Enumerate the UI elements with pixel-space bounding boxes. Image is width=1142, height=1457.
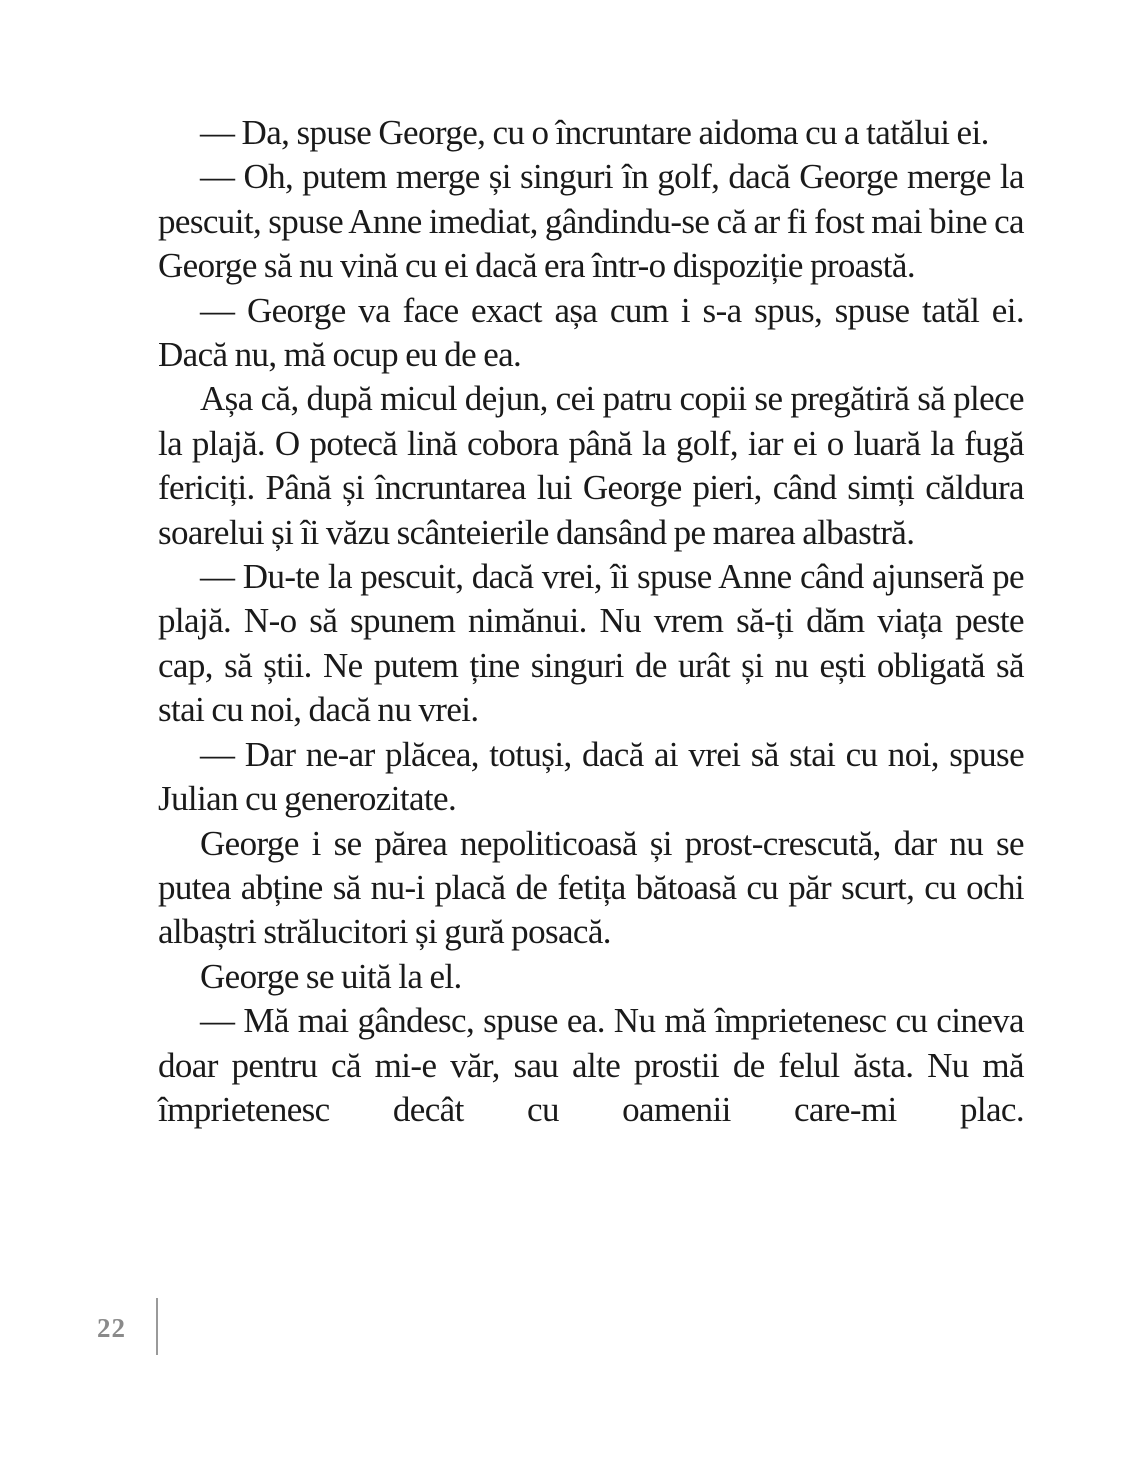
paragraph-2: — Oh, putem merge și singuri în golf, dacă George merge la pescuit, spuse Anne imediat, gândindu-se că ar fi fost mai bine ca George să nu vină cu ei dacă era într-o dispoziție proastă. bbox=[158, 157, 1024, 286]
paragraph-6: — Dar ne-ar plăcea, totuși, dacă ai vrei să stai cu noi, spuse Julian cu generozitate. bbox=[158, 734, 1024, 819]
paragraph-7: George i se părea nepoliticoasă și prost-crescută, dar nu se putea abține să nu-i placă de fetița bătoasă cu păr scurt, cu ochi albaștri strălucitori și gură posacă. bbox=[158, 823, 1024, 952]
paragraph-9: — Mă mai gândesc, spuse ea. Nu mă împrietenesc cu cineva doar pentru că mi-e văr, sau alte prostii de felul ăsta. Nu mă împrietenesc decât cu oamenii care-mi plac. bbox=[158, 1001, 1024, 1129]
paragraph-4: Așa că, după micul dejun, cei patru copii se pregătiră să plece la plajă. O potecă lină cobora până la golf, iar ei o luară la fugă fericiți. Până și încruntarea lui George pieri, când simți căldura soarelui și îi văzu scânteierile dansând pe marea albastră. bbox=[158, 379, 1024, 552]
body-text bbox=[158, 111, 1024, 1132]
paragraph-3: — George va face exact așa cum i s-a spus, spuse tatăl ei. Dacă nu, mă ocup eu de ea. bbox=[158, 290, 1024, 375]
page-number: 22 bbox=[97, 1313, 126, 1343]
paragraph-1: — Da, spuse George, cu o încruntare aidoma cu a tatălui ei. bbox=[200, 113, 989, 152]
folio-divider bbox=[156, 1298, 158, 1355]
paragraph-8: George se uită la el. bbox=[200, 956, 462, 996]
paragraph-5: — Du-te la pescuit, dacă vrei, îi spuse Anne când ajunseră pe plajă. N-o să spunem nimănui. Nu vrem să-ți dăm viața peste cap, să știi. Ne putem ține singuri de urât și nu ești obligată să stai cu noi, dacă nu vrei. bbox=[158, 557, 1024, 730]
